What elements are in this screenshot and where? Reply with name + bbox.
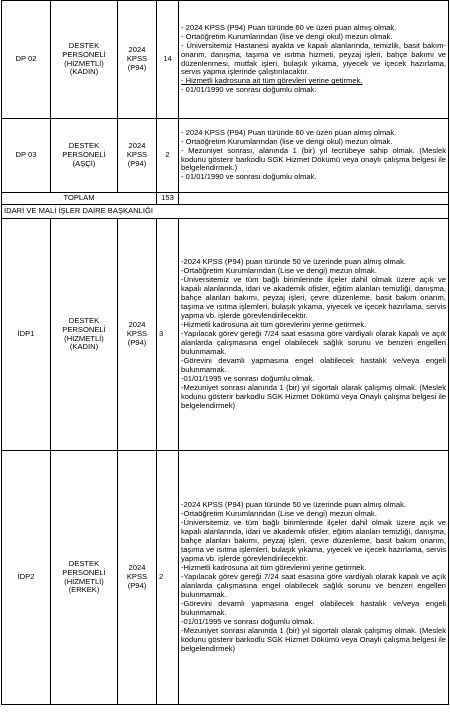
position-code: İDP1: [2, 219, 51, 451]
requirements: [179, 219, 449, 451]
exam-line: 2024: [128, 320, 146, 330]
requirement-item: -Üniversitemiz ve tüm bağlı birimlerinde ilçeler dahil olmak üzere açık ve kapalı alanlarında, idari ve akademik ofisler, eğitim alanları temizliği, danışma, bahçe alanları bakımı, peyzaj işleri, çevre düzenleme, basit bakım onarım, taşıma ve ısıtma işlemleri, bulaşık yıkama, yiyecek ve içecek hazırlama, servis yapma vb. işlerde görevlendirilecektir.: [181, 518, 446, 564]
exam-line: 2024: [128, 45, 146, 55]
exam-line: KPSS: [126, 150, 148, 160]
position-line: DESTEK: [68, 315, 100, 325]
requirements: [179, 1, 449, 119]
requirements: [179, 119, 449, 193]
position-count: 2: [157, 119, 179, 193]
position-line: (AŞÇI): [72, 158, 96, 168]
requirement-item: -Yapılacak görev gereği 7/24 saat esasına göre vardiyalı olarak kapalı ve açık alanlarda çalışmasına engel olabilecek sağlık sorunu ve benzeri engelleri bulunmamak.: [181, 329, 446, 356]
position-line: PERSONELİ: [62, 49, 106, 59]
position-line: (KADIN): [69, 67, 99, 77]
requirement-item: -Yapılacak görev gereği 7/24 saat esasına göre vardiyalı olarak kapalı ve açık alanlarda çalışmasına engel olabilecek sağlık sorunu ve benzeri engelleri bulunmamak.: [181, 572, 446, 599]
table-row: [2, 451, 449, 705]
total-row: [2, 193, 449, 205]
position-line: PERSONELİ: [62, 324, 106, 334]
position-count: 2: [157, 451, 179, 705]
position-code: İDP2: [2, 451, 51, 705]
requirement-item: -2024 KPSS (P94) puan türünde 50 ve üzerinde puan almış olmak.: [181, 257, 406, 267]
position-count: 3: [157, 219, 179, 451]
table-row: [2, 1, 449, 119]
exam-type: [118, 451, 157, 705]
requirement-item: -Görevini devamlı yapmasına engel olabilecek hastalık ve/veya engeli bulunmamak.: [181, 598, 446, 617]
exam-type: [118, 1, 157, 119]
empty-cell: [179, 193, 449, 205]
position-line: DESTEK: [68, 141, 100, 151]
exam-line: KPSS: [126, 54, 148, 64]
exam-line: 2024: [128, 141, 146, 151]
position-line: (HİZMETLİ): [64, 58, 104, 68]
requirement-item: - Ortaöğretim Kurumlarından (lise ve dengi okul) mezun olmak.: [181, 136, 393, 146]
total-label: TOPLAM: [2, 193, 157, 205]
requirement-item: -01/01/1995 ve sonrası doğumlu olmak.: [181, 616, 315, 626]
requirement-item: -Ortaöğretim Kurumlarından (Lise ve dengi) mezun olmak.: [181, 266, 377, 276]
position-title: [51, 1, 118, 119]
requirement-item: -Üniversitemiz ve tüm bağlı birimlerinde ilçeler dahil olmak üzere açık ve kapalı alanlarında, idari ve akademik ofisler, eğitim alanları temizliği, danışma, bahçe alanları bakımı, peyzaj işleri, çevre düzenleme, basit bakım onarım, taşıma ve ısıtma işlemleri, bulaşık yıkama, yiyecek ve içecek hazırlama, servis yapma vb. işlerde görevlendirilecektir.: [181, 275, 446, 321]
position-line: (HİZMETLİ): [64, 576, 104, 586]
section-title: İDARİ VE MALİ İŞLER DAİRE BAŞKANLIĞI: [2, 205, 449, 219]
position-count: 14: [157, 1, 179, 119]
position-line: (HİZMETLİ): [64, 333, 104, 343]
table-row: [2, 219, 449, 451]
requirement-item: -Ortaöğretim Kurumlarından (Lise ve dengi) mezun olmak.: [181, 509, 377, 519]
position-title: [51, 451, 118, 705]
requirement-item: - 01/01/1990 ve sonrası doğumlu olmak.: [181, 85, 317, 95]
requirement-item: - 2024 KPSS (P94) Puan türünde 60 ve üzeri puan almış olmak.: [181, 22, 397, 32]
requirement-item: - Ortaöğretim Kurumlarından (lise ve dengi okul) mezun olmak.: [181, 31, 393, 41]
requirements: [179, 451, 449, 705]
position-line: (KADIN): [69, 342, 99, 352]
staff-positions-table: [1, 0, 449, 705]
requirement-item: -Görevini devamlı yapmasına engel olabilecek hastalık ve/veya engeli bulunmamak.: [181, 355, 446, 374]
position-line: DESTEK: [68, 558, 100, 568]
total-value: 153: [157, 193, 179, 205]
requirement-item: -Hizmetli kadrosuna ait tüm görevlerini yerine getirmek.: [181, 320, 367, 330]
position-line: PERSONELİ: [62, 150, 106, 160]
exam-line: KPSS: [126, 572, 148, 582]
position-line: (ERKEK): [68, 585, 100, 595]
position-code: DP 03: [2, 119, 51, 193]
requirement-item: - 01/01/1990 ve sonrası doğumlu olmak.: [181, 172, 317, 182]
table-row: [2, 119, 449, 193]
exam-line: (P94): [127, 580, 147, 590]
requirement-item: -2024 KPSS (P94) puan türünde 50 ve üzerinde puan almış olmak.: [181, 500, 406, 510]
exam-line: 2024: [128, 563, 146, 573]
requirement-item: - 2024 KPSS (P94) Puan türünde 60 ve üzeri puan almış olmak.: [181, 127, 397, 137]
position-line: PERSONELİ: [62, 567, 106, 577]
position-line: DESTEK: [68, 40, 100, 50]
section-row: [2, 205, 449, 219]
exam-line: KPSS: [126, 329, 148, 339]
requirement-item: -01/01/1995 ve sonrası doğumlu olmak.: [181, 373, 315, 383]
exam-type: [118, 219, 157, 451]
requirement-item: - Mezuniyet sonrası, alanında 1 (bir) yıl tecrübeye sahip olmak. (Meslek kodunu gösterir barkodlu SGK Hizmet Dökümü veya onaylı çalışma belgesi ile belgelendirmek.): [181, 145, 446, 173]
position-title: [51, 119, 118, 193]
requirement-item: - Üniversitemiz Hastanesi ayakta ve kapalı alanlarında, temizlik, basit bakım-onarım, danışma, taşıma ve ısıtma hizmeti, peyzaj işleri, bahçe bakımı ve düzenlenmesi, mutfak işleri, bulaşık yıkama, yiyecek ve içecek hazırlama, servis yapma işlerinde çalıştırılacaktır.: [181, 40, 446, 77]
exam-type: [118, 119, 157, 193]
position-title: [51, 219, 118, 451]
requirement-item: -Mezuniyet sonrası alanında 1 (bir) yıl sigortalı olarak çalışmış olmak. (Meslek kodunu gösterir barkodlu SGK Hizmet Dökümü veya Onaylı çalışma belgesi ile belgelendirmek): [181, 382, 446, 410]
requirement-item: - Hizmetli kadrosuna ait tüm görevleri yerine getirmek.: [181, 76, 363, 86]
position-code: DP 02: [2, 1, 51, 119]
exam-line: (P94): [127, 337, 147, 347]
requirement-item: -Hizmetli kadrosuna ait tüm görevlerini yerine getirmek.: [181, 563, 367, 573]
exam-line: (P94): [127, 62, 147, 72]
exam-line: (P94): [127, 158, 147, 168]
requirement-item: -Mezuniyet sonrası alanında 1 (bir) yıl sigortalı olarak çalışmış olmak. (Meslek kodunu gösterir barkodlu SGK Hizmet Dökümü veya Onaylı çalışma belgesi ile belgelendirmek): [181, 625, 446, 653]
